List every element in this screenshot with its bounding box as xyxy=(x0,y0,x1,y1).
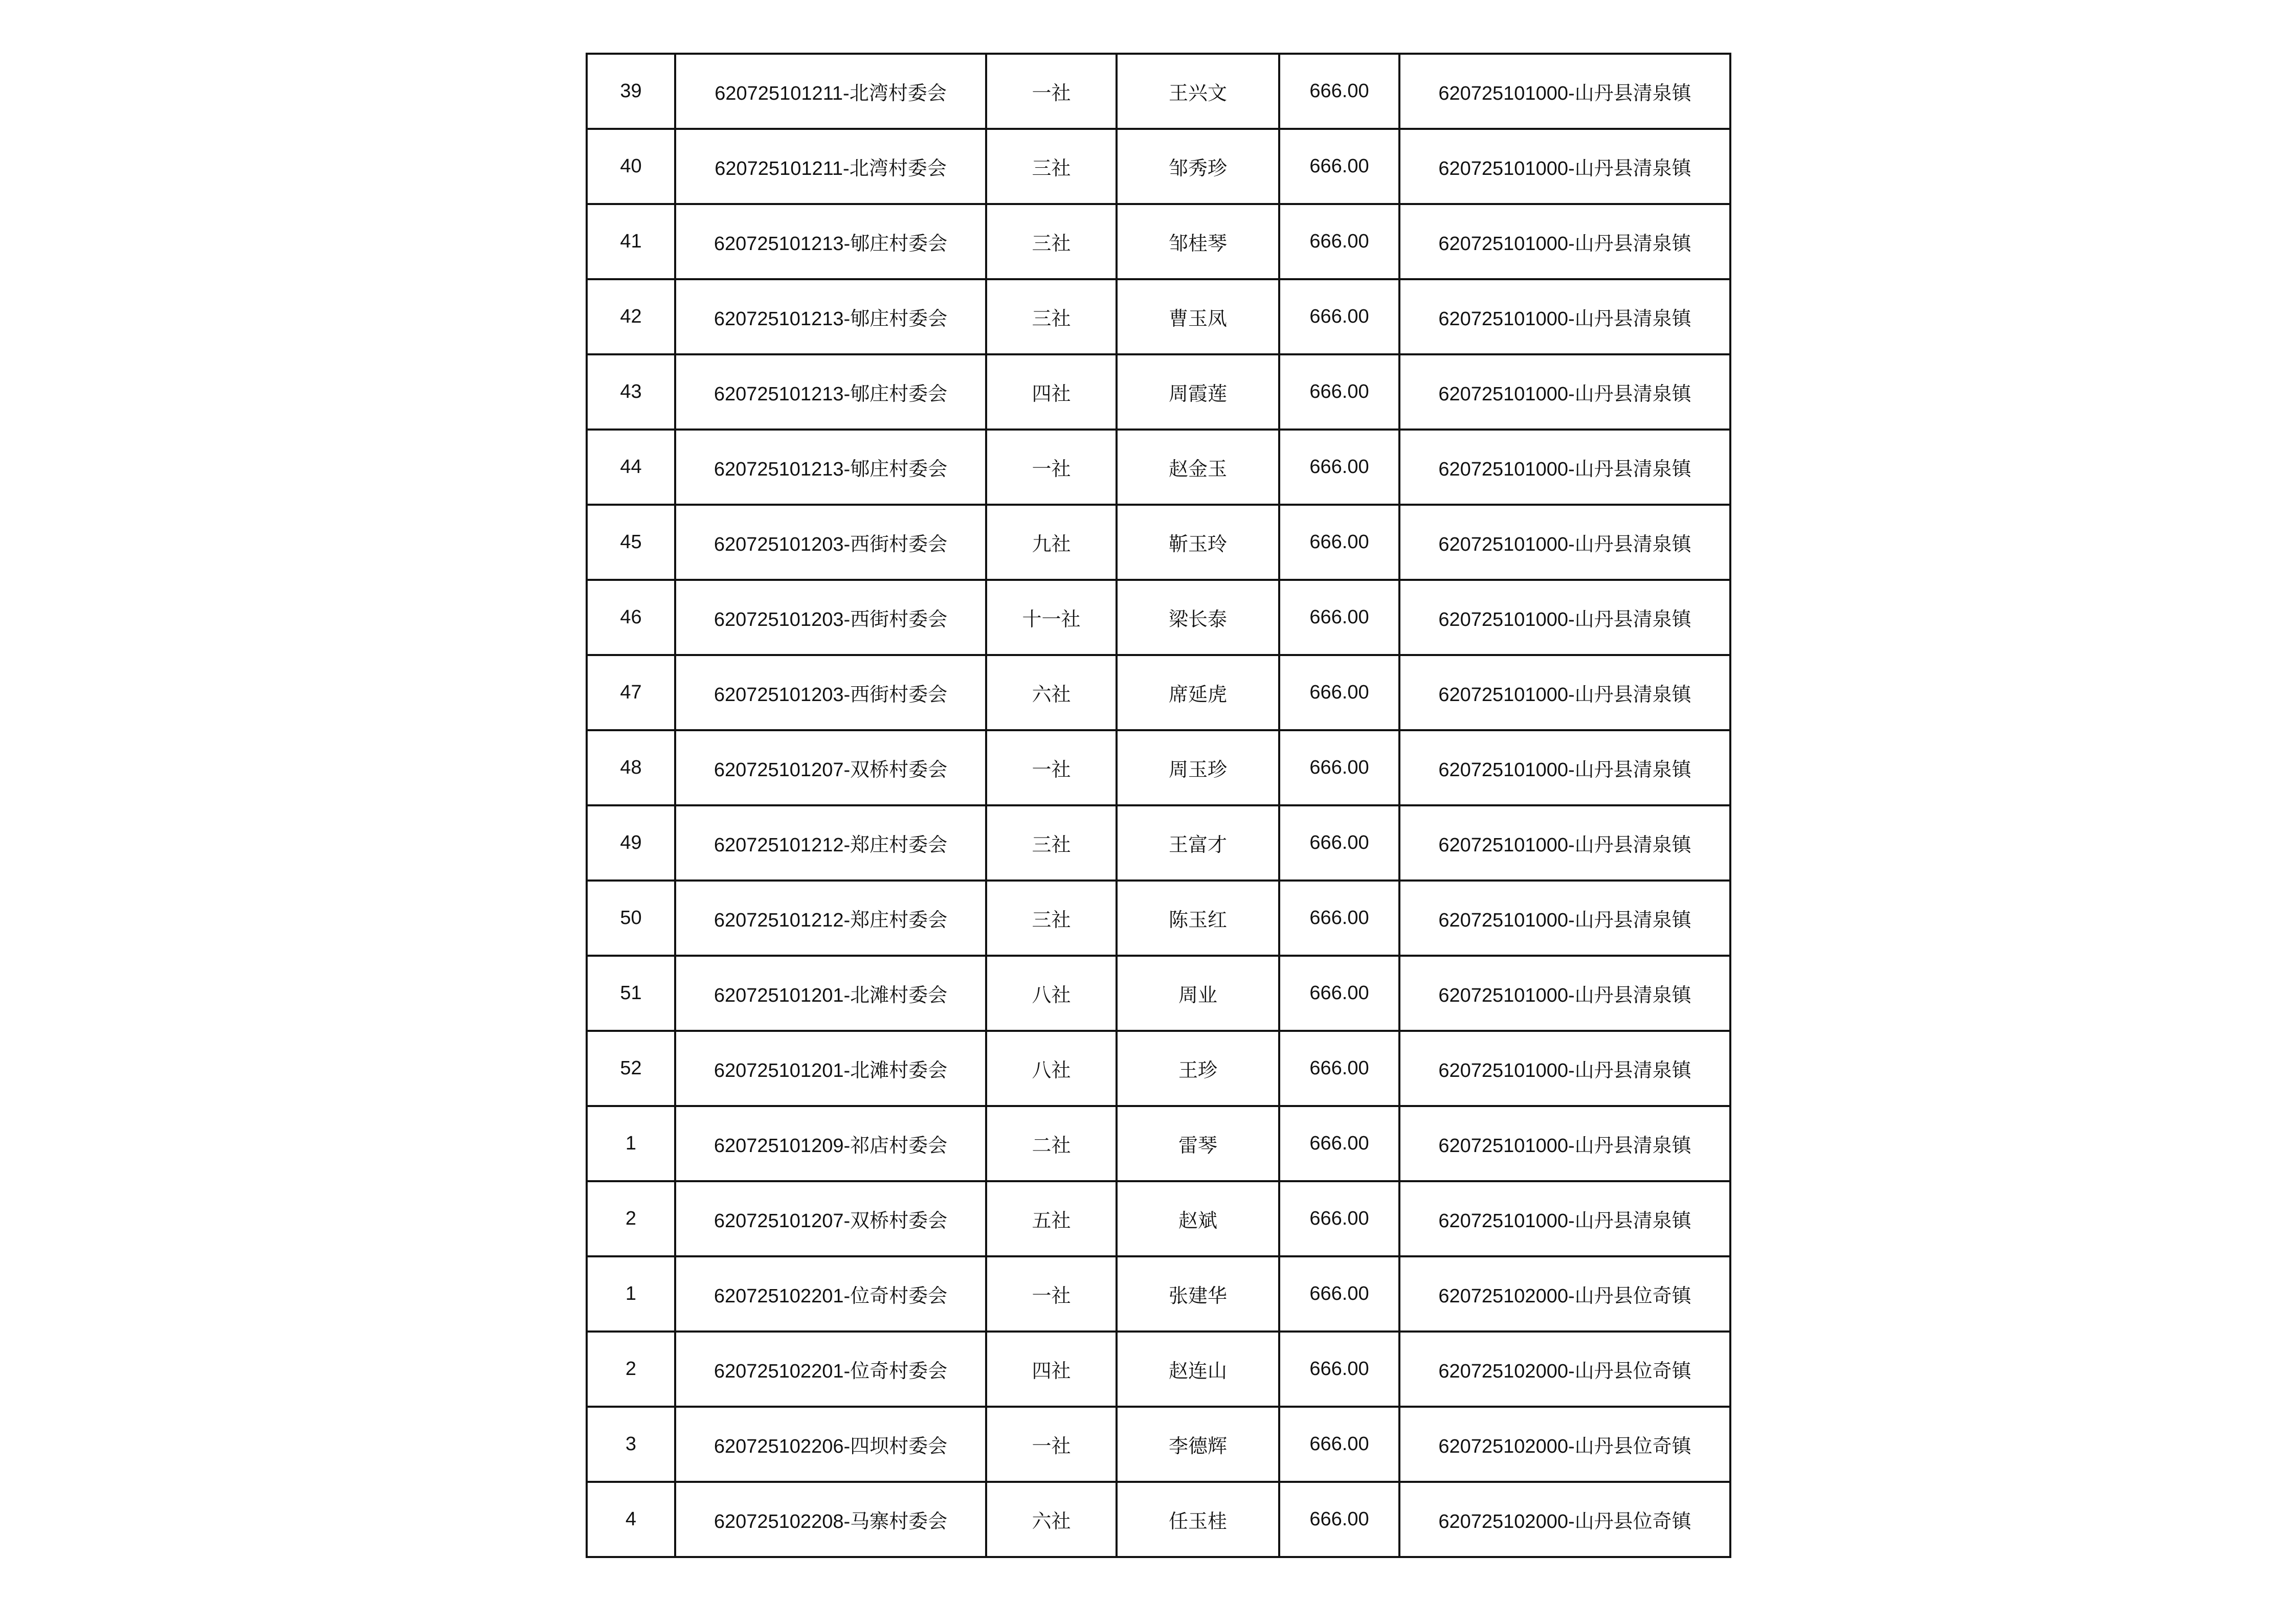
person-name-cell: 席延虎 xyxy=(1117,655,1279,730)
table-row xyxy=(587,881,1730,956)
person-name-cell: 靳玉玲 xyxy=(1117,505,1279,580)
group-cell: 三社 xyxy=(986,805,1117,881)
village-committee-cell: 620725101207-双桥村委会 xyxy=(675,1181,986,1256)
village-committee-cell: 620725101209-祁店村委会 xyxy=(675,1106,986,1181)
village-committee-cell: 620725101207-双桥村委会 xyxy=(675,730,986,805)
amount-cell: 666.00 xyxy=(1279,1106,1399,1181)
village-committee-cell: 620725101211-北湾村委会 xyxy=(675,129,986,204)
row-number-cell: 2 xyxy=(587,1181,675,1256)
table-row xyxy=(587,805,1730,881)
row-number-cell: 50 xyxy=(587,881,675,956)
table-row xyxy=(587,54,1730,129)
village-committee-cell: 620725101212-郑庄村委会 xyxy=(675,881,986,956)
group-cell: 一社 xyxy=(986,54,1117,129)
table-row xyxy=(587,1256,1730,1332)
table-row xyxy=(587,129,1730,204)
amount-cell: 666.00 xyxy=(1279,505,1399,580)
row-number-cell: 40 xyxy=(587,129,675,204)
person-name-cell: 曹玉凤 xyxy=(1117,279,1279,354)
amount-cell: 666.00 xyxy=(1279,279,1399,354)
person-name-cell: 赵连山 xyxy=(1117,1332,1279,1407)
group-cell: 五社 xyxy=(986,1181,1117,1256)
table-row xyxy=(587,1106,1730,1181)
village-committee-cell: 620725101213-郇庄村委会 xyxy=(675,204,986,279)
amount-cell: 666.00 xyxy=(1279,354,1399,430)
table-row xyxy=(587,1031,1730,1106)
table-row xyxy=(587,505,1730,580)
row-number-cell: 44 xyxy=(587,430,675,505)
roster-table-body xyxy=(587,54,1730,1557)
group-cell: 一社 xyxy=(986,430,1117,505)
person-name-cell: 邹秀珍 xyxy=(1117,129,1279,204)
table-row xyxy=(587,354,1730,430)
town-cell: 620725101000-山丹县清泉镇 xyxy=(1399,580,1730,655)
town-cell: 620725101000-山丹县清泉镇 xyxy=(1399,956,1730,1031)
town-cell: 620725101000-山丹县清泉镇 xyxy=(1399,655,1730,730)
row-number-cell: 42 xyxy=(587,279,675,354)
row-number-cell: 3 xyxy=(587,1407,675,1482)
village-committee-cell: 620725101212-郑庄村委会 xyxy=(675,805,986,881)
group-cell: 三社 xyxy=(986,129,1117,204)
amount-cell: 666.00 xyxy=(1279,1181,1399,1256)
village-committee-cell: 620725101213-郇庄村委会 xyxy=(675,354,986,430)
village-committee-cell: 620725101203-西街村委会 xyxy=(675,580,986,655)
group-cell: 一社 xyxy=(986,730,1117,805)
table-row xyxy=(587,956,1730,1031)
row-number-cell: 39 xyxy=(587,54,675,129)
town-cell: 620725101000-山丹县清泉镇 xyxy=(1399,54,1730,129)
amount-cell: 666.00 xyxy=(1279,1482,1399,1557)
amount-cell: 666.00 xyxy=(1279,54,1399,129)
table-row xyxy=(587,655,1730,730)
row-number-cell: 51 xyxy=(587,956,675,1031)
village-committee-cell: 620725101201-北滩村委会 xyxy=(675,1031,986,1106)
village-committee-cell: 620725101213-郇庄村委会 xyxy=(675,430,986,505)
village-committee-cell: 620725101213-郇庄村委会 xyxy=(675,279,986,354)
amount-cell: 666.00 xyxy=(1279,430,1399,505)
group-cell: 八社 xyxy=(986,956,1117,1031)
group-cell: 九社 xyxy=(986,505,1117,580)
group-cell: 六社 xyxy=(986,655,1117,730)
amount-cell: 666.00 xyxy=(1279,580,1399,655)
town-cell: 620725101000-山丹县清泉镇 xyxy=(1399,129,1730,204)
group-cell: 四社 xyxy=(986,1332,1117,1407)
town-cell: 620725102000-山丹县位奇镇 xyxy=(1399,1407,1730,1482)
table-row xyxy=(587,730,1730,805)
table-row xyxy=(587,1482,1730,1557)
group-cell: 三社 xyxy=(986,279,1117,354)
person-name-cell: 梁长泰 xyxy=(1117,580,1279,655)
row-number-cell: 2 xyxy=(587,1332,675,1407)
person-name-cell: 王珍 xyxy=(1117,1031,1279,1106)
town-cell: 620725101000-山丹县清泉镇 xyxy=(1399,354,1730,430)
amount-cell: 666.00 xyxy=(1279,1031,1399,1106)
row-number-cell: 1 xyxy=(587,1256,675,1332)
town-cell: 620725101000-山丹县清泉镇 xyxy=(1399,430,1730,505)
row-number-cell: 1 xyxy=(587,1106,675,1181)
group-cell: 一社 xyxy=(986,1407,1117,1482)
roster-table xyxy=(586,53,1731,1558)
person-name-cell: 张建华 xyxy=(1117,1256,1279,1332)
row-number-cell: 4 xyxy=(587,1482,675,1557)
table-row xyxy=(587,580,1730,655)
person-name-cell: 任玉桂 xyxy=(1117,1482,1279,1557)
amount-cell: 666.00 xyxy=(1279,129,1399,204)
group-cell: 十一社 xyxy=(986,580,1117,655)
person-name-cell: 赵斌 xyxy=(1117,1181,1279,1256)
amount-cell: 666.00 xyxy=(1279,204,1399,279)
person-name-cell: 邹桂琴 xyxy=(1117,204,1279,279)
town-cell: 620725101000-山丹县清泉镇 xyxy=(1399,279,1730,354)
village-committee-cell: 620725102201-位奇村委会 xyxy=(675,1256,986,1332)
group-cell: 四社 xyxy=(986,354,1117,430)
table-row xyxy=(587,1332,1730,1407)
row-number-cell: 45 xyxy=(587,505,675,580)
table-row xyxy=(587,204,1730,279)
row-number-cell: 43 xyxy=(587,354,675,430)
amount-cell: 666.00 xyxy=(1279,1407,1399,1482)
group-cell: 三社 xyxy=(986,204,1117,279)
town-cell: 620725101000-山丹县清泉镇 xyxy=(1399,1181,1730,1256)
amount-cell: 666.00 xyxy=(1279,1332,1399,1407)
amount-cell: 666.00 xyxy=(1279,805,1399,881)
person-name-cell: 李德辉 xyxy=(1117,1407,1279,1482)
person-name-cell: 周玉珍 xyxy=(1117,730,1279,805)
village-committee-cell: 620725102201-位奇村委会 xyxy=(675,1332,986,1407)
row-number-cell: 52 xyxy=(587,1031,675,1106)
person-name-cell: 周霞莲 xyxy=(1117,354,1279,430)
village-committee-cell: 620725101203-西街村委会 xyxy=(675,505,986,580)
row-number-cell: 41 xyxy=(587,204,675,279)
amount-cell: 666.00 xyxy=(1279,1256,1399,1332)
group-cell: 三社 xyxy=(986,881,1117,956)
row-number-cell: 49 xyxy=(587,805,675,881)
amount-cell: 666.00 xyxy=(1279,881,1399,956)
town-cell: 620725102000-山丹县位奇镇 xyxy=(1399,1482,1730,1557)
row-number-cell: 47 xyxy=(587,655,675,730)
group-cell: 八社 xyxy=(986,1031,1117,1106)
person-name-cell: 王富才 xyxy=(1117,805,1279,881)
table-row xyxy=(587,430,1730,505)
town-cell: 620725101000-山丹县清泉镇 xyxy=(1399,1106,1730,1181)
town-cell: 620725101000-山丹县清泉镇 xyxy=(1399,505,1730,580)
village-committee-cell: 620725101203-西街村委会 xyxy=(675,655,986,730)
row-number-cell: 48 xyxy=(587,730,675,805)
amount-cell: 666.00 xyxy=(1279,655,1399,730)
village-committee-cell: 620725102206-四坝村委会 xyxy=(675,1407,986,1482)
village-committee-cell: 620725102208-马寨村委会 xyxy=(675,1482,986,1557)
town-cell: 620725101000-山丹县清泉镇 xyxy=(1399,805,1730,881)
person-name-cell: 陈玉红 xyxy=(1117,881,1279,956)
town-cell: 620725101000-山丹县清泉镇 xyxy=(1399,1031,1730,1106)
row-number-cell: 46 xyxy=(587,580,675,655)
town-cell: 620725101000-山丹县清泉镇 xyxy=(1399,204,1730,279)
amount-cell: 666.00 xyxy=(1279,730,1399,805)
group-cell: 二社 xyxy=(986,1106,1117,1181)
town-cell: 620725101000-山丹县清泉镇 xyxy=(1399,730,1730,805)
person-name-cell: 雷琴 xyxy=(1117,1106,1279,1181)
town-cell: 620725101000-山丹县清泉镇 xyxy=(1399,881,1730,956)
table-row xyxy=(587,1181,1730,1256)
village-committee-cell: 620725101201-北滩村委会 xyxy=(675,956,986,1031)
village-committee-cell: 620725101211-北湾村委会 xyxy=(675,54,986,129)
town-cell: 620725102000-山丹县位奇镇 xyxy=(1399,1256,1730,1332)
table-row xyxy=(587,1407,1730,1482)
group-cell: 六社 xyxy=(986,1482,1117,1557)
person-name-cell: 赵金玉 xyxy=(1117,430,1279,505)
person-name-cell: 王兴文 xyxy=(1117,54,1279,129)
town-cell: 620725102000-山丹县位奇镇 xyxy=(1399,1332,1730,1407)
table-row xyxy=(587,279,1730,354)
amount-cell: 666.00 xyxy=(1279,956,1399,1031)
person-name-cell: 周业 xyxy=(1117,956,1279,1031)
group-cell: 一社 xyxy=(986,1256,1117,1332)
